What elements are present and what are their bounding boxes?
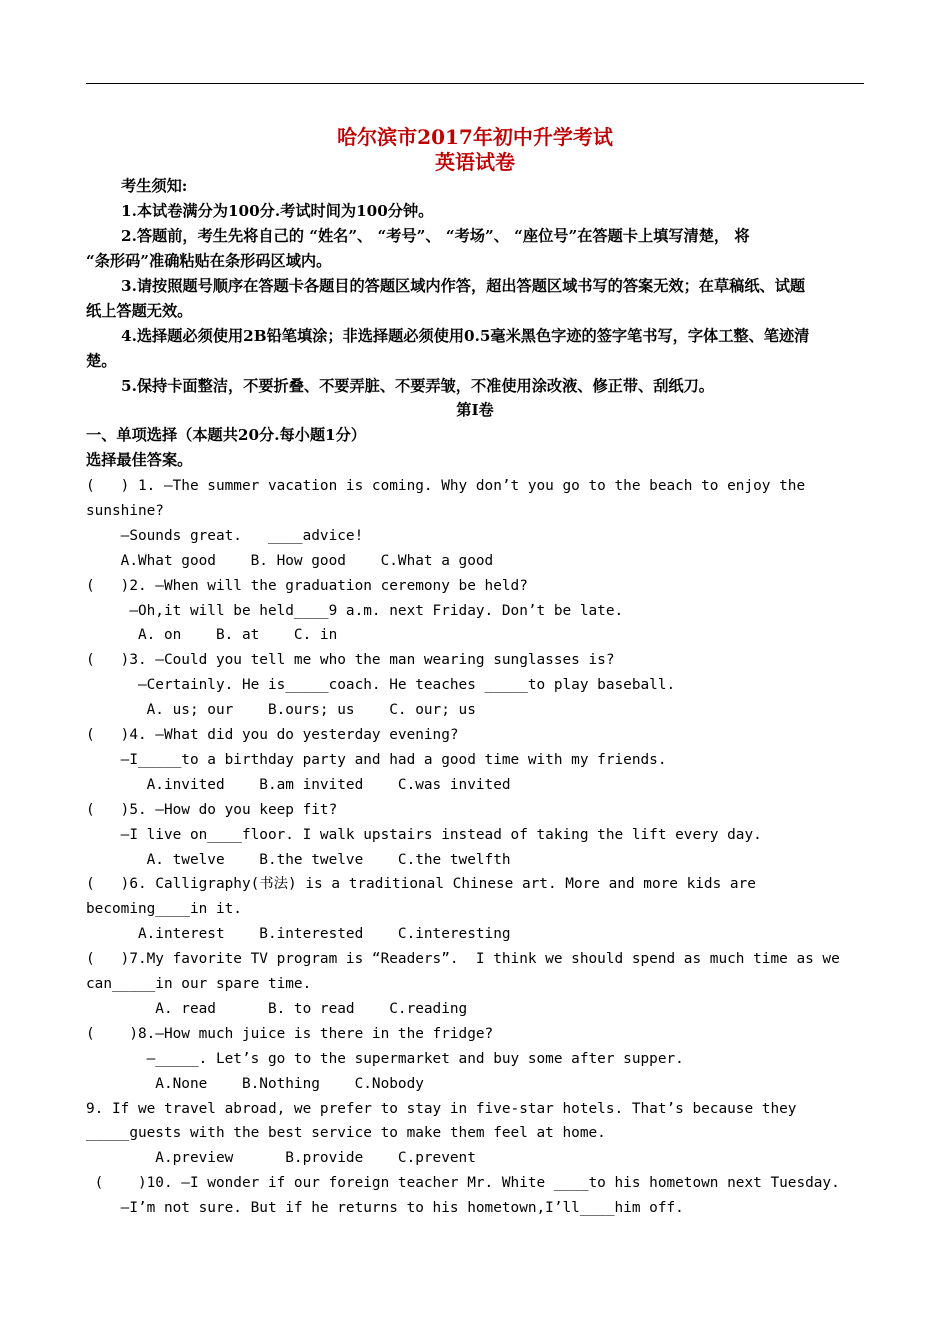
question-line: A.None B.Nothing C.Nobody <box>86 1075 424 1092</box>
question-line: sunshine? <box>86 502 164 519</box>
notice-line: 纸上答题无效。 <box>86 302 193 320</box>
question-line: ( )8.—How much juice is there in the fridge? <box>86 1025 494 1042</box>
question-line: —_____. Let’s go to the supermarket and buy some after supper. <box>86 1050 684 1067</box>
question-line: becoming____in it. <box>86 901 242 918</box>
notice-line: 4.选择题必须使用2B铅笔填涂；非选择题必须使用0.5毫米黑色字迹的签字笔书写，字体工整、笔迹清 <box>121 327 810 345</box>
question-line: 9. If we travel abroad, we prefer to stay in five-star hotels. That’s because they <box>86 1100 797 1117</box>
question-line: —I_____to a birthday party and had a good time with my friends. <box>86 751 667 768</box>
question-line: ( ) 1. —The summer vacation is coming. Why don’t you go to the beach to enjoy the <box>86 478 806 494</box>
question-line: ( )4. —What did you do yesterday evening? <box>86 727 459 743</box>
question-line: —Oh,it will be held____9 a.m. next Friday. Don’t be late. <box>86 602 624 619</box>
part-label: 第I卷 <box>456 401 494 419</box>
notice-line: 2.答题前，考生先将自己的 “姓名”、 “考号”、 “考场”、 “座位号”在答题卡上填写清楚， 将 <box>121 227 750 245</box>
notice-line: 楚。 <box>86 352 117 370</box>
question-line: can_____in our spare time. <box>86 976 312 992</box>
question-line: ( )5. —How do you keep fit? <box>86 801 338 818</box>
question-line: —I’m not sure. But if he returns to his hometown,I’ll____him off. <box>86 1200 684 1217</box>
question-line: A.invited B.am invited C.was invited <box>86 776 511 793</box>
header-rule <box>86 83 864 84</box>
question-line: A. on B. at C. in <box>86 627 338 644</box>
question-line: —I live on____floor. I walk upstairs instead of taking the lift every day. <box>86 826 762 843</box>
exam-title: 哈尔滨市2017年初中升学考试 <box>337 125 613 149</box>
question-line: A.preview B.provide C.prevent <box>86 1150 476 1167</box>
notice-line: “条形码”准确粘贴在条形码区域内。 <box>86 252 332 270</box>
exam-subtitle: 英语试卷 <box>435 150 515 174</box>
question-line: ( )10. —I wonder if our foreign teacher Mr. White ____to his hometown next Tuesday. <box>86 1175 840 1192</box>
question-line: A. us; our B.ours; us C. our; us <box>86 702 476 719</box>
question-line: ( )3. —Could you tell me who the man wearing sunglasses is? <box>86 652 615 669</box>
notice-line: 1.本试卷满分为100分.考试时间为100分钟。 <box>121 202 434 220</box>
question-line: A.What good B. How good C.What a good <box>86 552 494 569</box>
section-instruction: 选择最佳答案。 <box>86 451 193 469</box>
section-heading: 一、单项选择（本题共20分.每小题1分） <box>86 426 366 444</box>
notice-heading: 考生须知: <box>121 177 188 195</box>
question-line: _____guests with the best service to make them feel at home. <box>86 1125 606 1142</box>
question-line: ( )7.My favorite TV program is “Readers”. I think we should spend as much time as we <box>86 951 840 968</box>
question-line: ( )6. Calligraphy(书法) is a traditional Chinese art. More and more kids are <box>86 876 756 893</box>
question-line: A. twelve B.the twelve C.the twelfth <box>86 851 511 868</box>
question-line: A. read B. to read C.reading <box>86 1000 468 1017</box>
question-line: —Sounds great. ____advice! <box>86 527 364 544</box>
notice-line: 3.请按照题号顺序在答题卡各题目的答题区域内作答，超出答题区域书写的答案无效；在草稿纸、试题 <box>121 277 806 295</box>
question-line: ( )2. —When will the graduation ceremony be held? <box>86 577 528 594</box>
question-line: A.interest B.interested C.interesting <box>86 926 511 943</box>
question-line: —Certainly. He is_____coach. He teaches _____to play baseball. <box>86 677 676 694</box>
notice-line: 5.保持卡面整洁，不要折叠、不要弄脏、不要弄皱，不准使用涂改液、修正带、刮纸刀。 <box>121 377 714 395</box>
